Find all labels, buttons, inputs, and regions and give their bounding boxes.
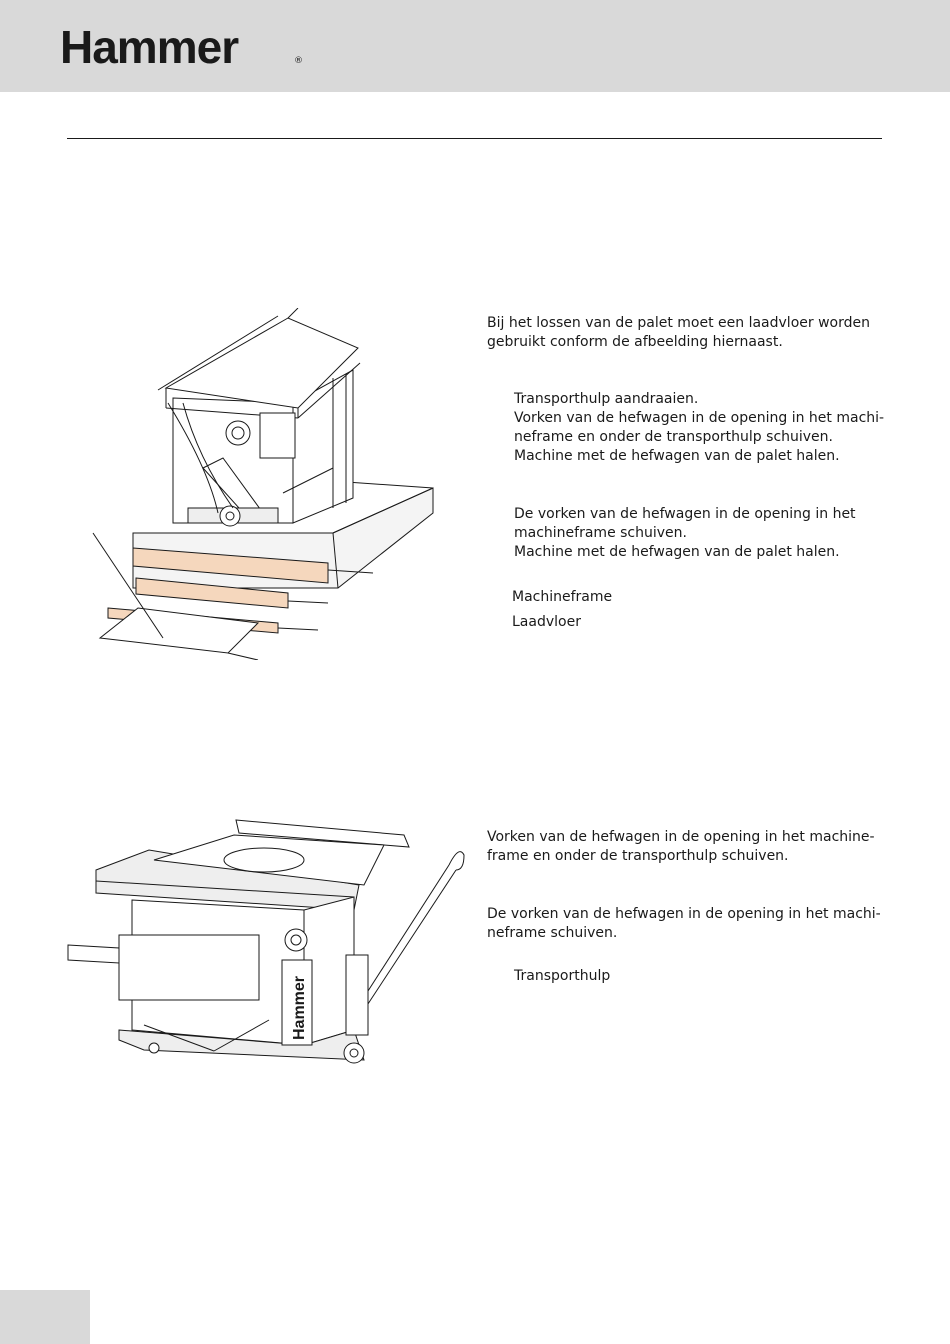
step-list-b [514,505,894,562]
step-line: Machine met de hefwagen van de palet halen. [514,544,840,560]
step-line: machineframe schuiven. [514,525,687,541]
para-line: Vorken van de hefwagen in de opening in het machine- [487,829,875,845]
header-divider [67,138,882,139]
hammer-logo: Hammer [60,21,239,73]
step-line: Transporthulp aandraaien. [514,391,699,407]
unloading-illustration [88,308,448,660]
para-line: De vorken van de hefwagen in de opening in het machi- [487,906,881,922]
page-number-tab [0,1290,90,1344]
legend-transporthulp: Transporthulp [514,968,611,984]
registered-mark: ® [294,56,303,66]
step-line: neframe en onder de transporthulp schuiven. [514,429,833,445]
machine-brand-label: Hammer [291,975,308,1040]
pallet-truck-illustration [64,815,470,1090]
para-line: neframe schuiven. [487,925,618,941]
legend-machineframe: Machineframe [512,589,613,605]
step-list-a [514,390,894,466]
para-forks-2 [487,905,887,943]
page-header [0,0,950,92]
step-line: Vorken van de hefwagen in de opening in het machi- [514,410,885,426]
step-line: Machine met de hefwagen van de palet halen. [514,448,840,464]
legend-laadvloer: Laadvloer [512,614,581,630]
para-line: frame en onder de transporthulp schuiven. [487,848,789,864]
step-line: De vorken van de hefwagen in de opening in het [514,506,856,522]
intro-text: Bij het lossen van de palet moet een laadvloer worden gebruikt conform de afbeelding hiernaast. [487,315,870,350]
para-forks-1 [487,828,887,866]
